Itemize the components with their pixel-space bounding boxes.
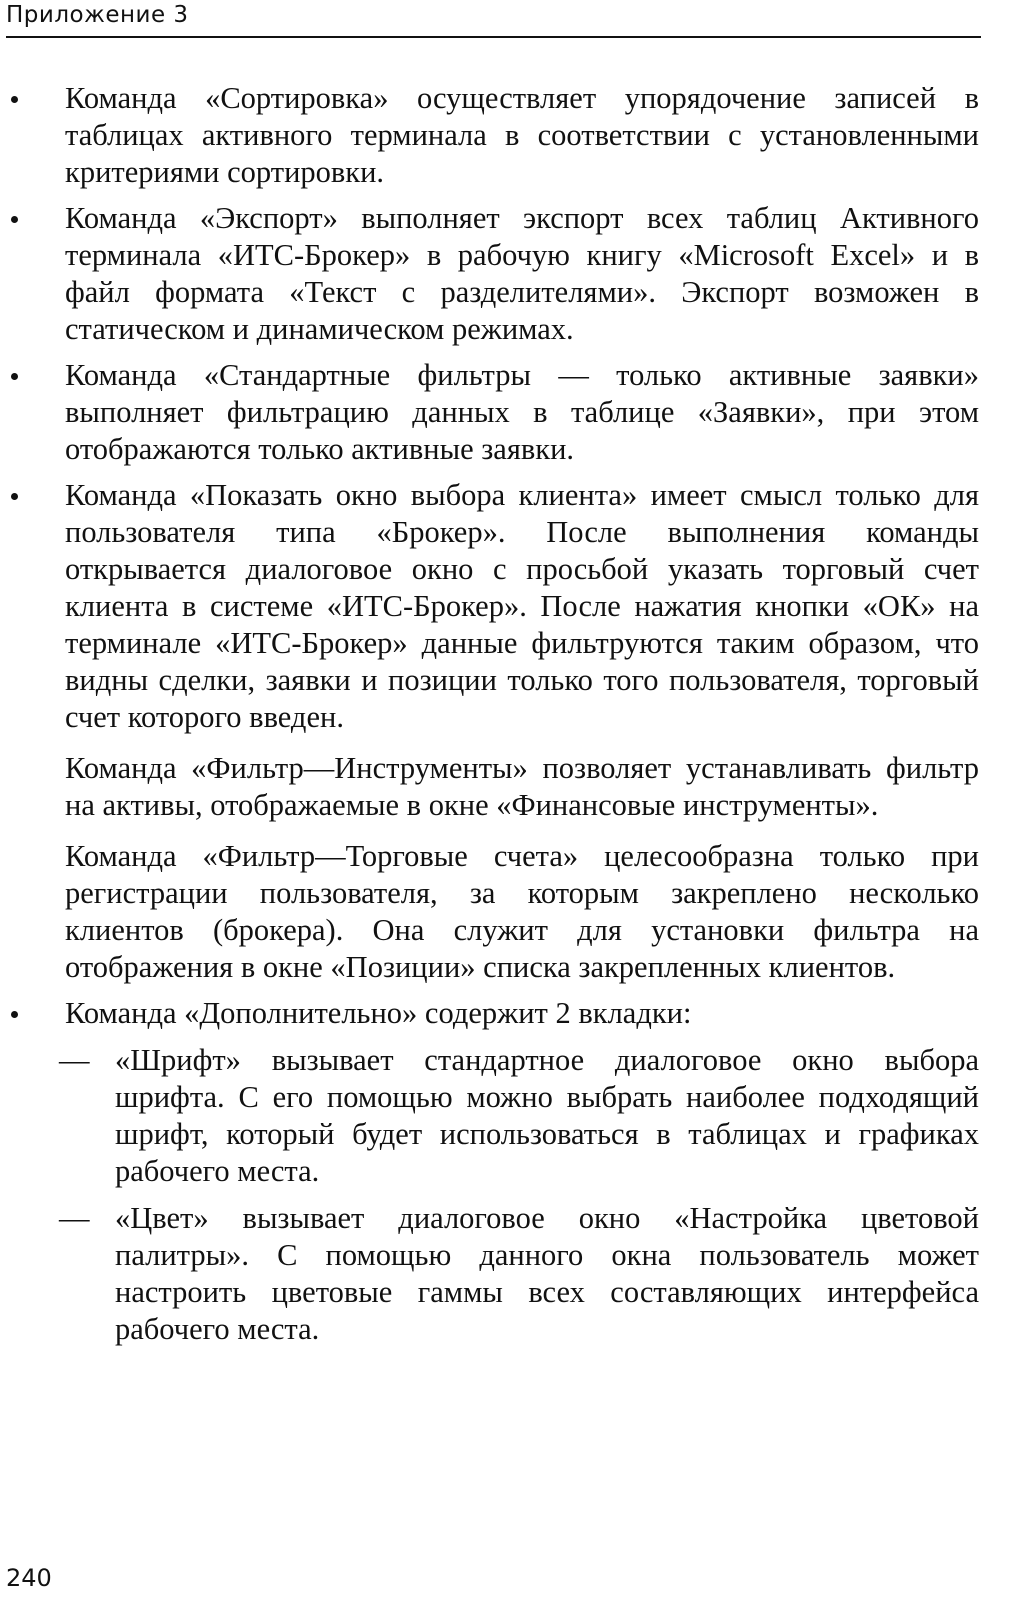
dash-item-font: — «Шрифт» вызывает стандартное диалоговое окно выбора шрифта. С его помощью можно выбрать наиболее подходящий шрифт, который будет использоваться в таблицах и графиках рабочего места. [115,1042,979,1190]
bullet-item-export: Команда «Экспорт» выполняет экспорт всех таблиц Активного терминала «ИТС-Брокер» в рабочую книгу «Microsoft Excel» и в файл формата «Текст с разделителями». Экспорт возможен в статическом и динамическом режимах. [65,201,979,346]
page-body [0,80,1009,1357]
bullet-item-standard-filters: Команда «Стандартные фильтры — только активные заявки» выполняет фильтрацию данных в таблице «Заявки», при этом отображаются только активные заявки. [65,358,979,466]
paragraph-filter-accounts: Команда «Фильтр—Торговые счета» целесообразна только при регистрации пользователя, за которым закреплено несколько клиентов (брокера). Она служит для установки фильтра на отображения в окне «Позиции» списка закрепленных клиентов. [65,839,979,984]
page-number: 240 [6,1564,52,1592]
bullet-item-additional: Команда «Дополнительно» содержит 2 вкладки: [65,995,979,1032]
dash-item-color: — «Цвет» вызывает диалоговое окно «Настройка цветовой палитры». С помощью данного окна пользователь может настроить цветовые гаммы всех составляющих интерфейса рабочего места. [115,1200,979,1348]
running-head: Приложение 3 [6,2,189,28]
bullet-item-client-window: Команда «Показать окно выбора клиента» имеет смысл только для пользователя типа «Брокер». После выполнения команды открывается диалоговое окно с просьбой указать торговый счет клиента в системе «ИТС-Брокер». После нажатия кнопки «ОК» на терминале «ИТС-Брокер» данные фильтруются таким образом, что видны сделки, заявки и позиции только того пользователя, торговый счет которого введен. [65,478,979,734]
paragraph-filter-instruments: Команда «Фильтр—Инструменты» позволяет устанавливать фильтр на активы, отображаемые в окне «Финансовые инструменты». [65,751,979,822]
header-rule [6,36,981,38]
bullet-item-sort: Команда «Сортировка» осуществляет упорядочение записей в таблицах активного терминала в соответствии с установленными критериями сортировки. [65,81,979,189]
